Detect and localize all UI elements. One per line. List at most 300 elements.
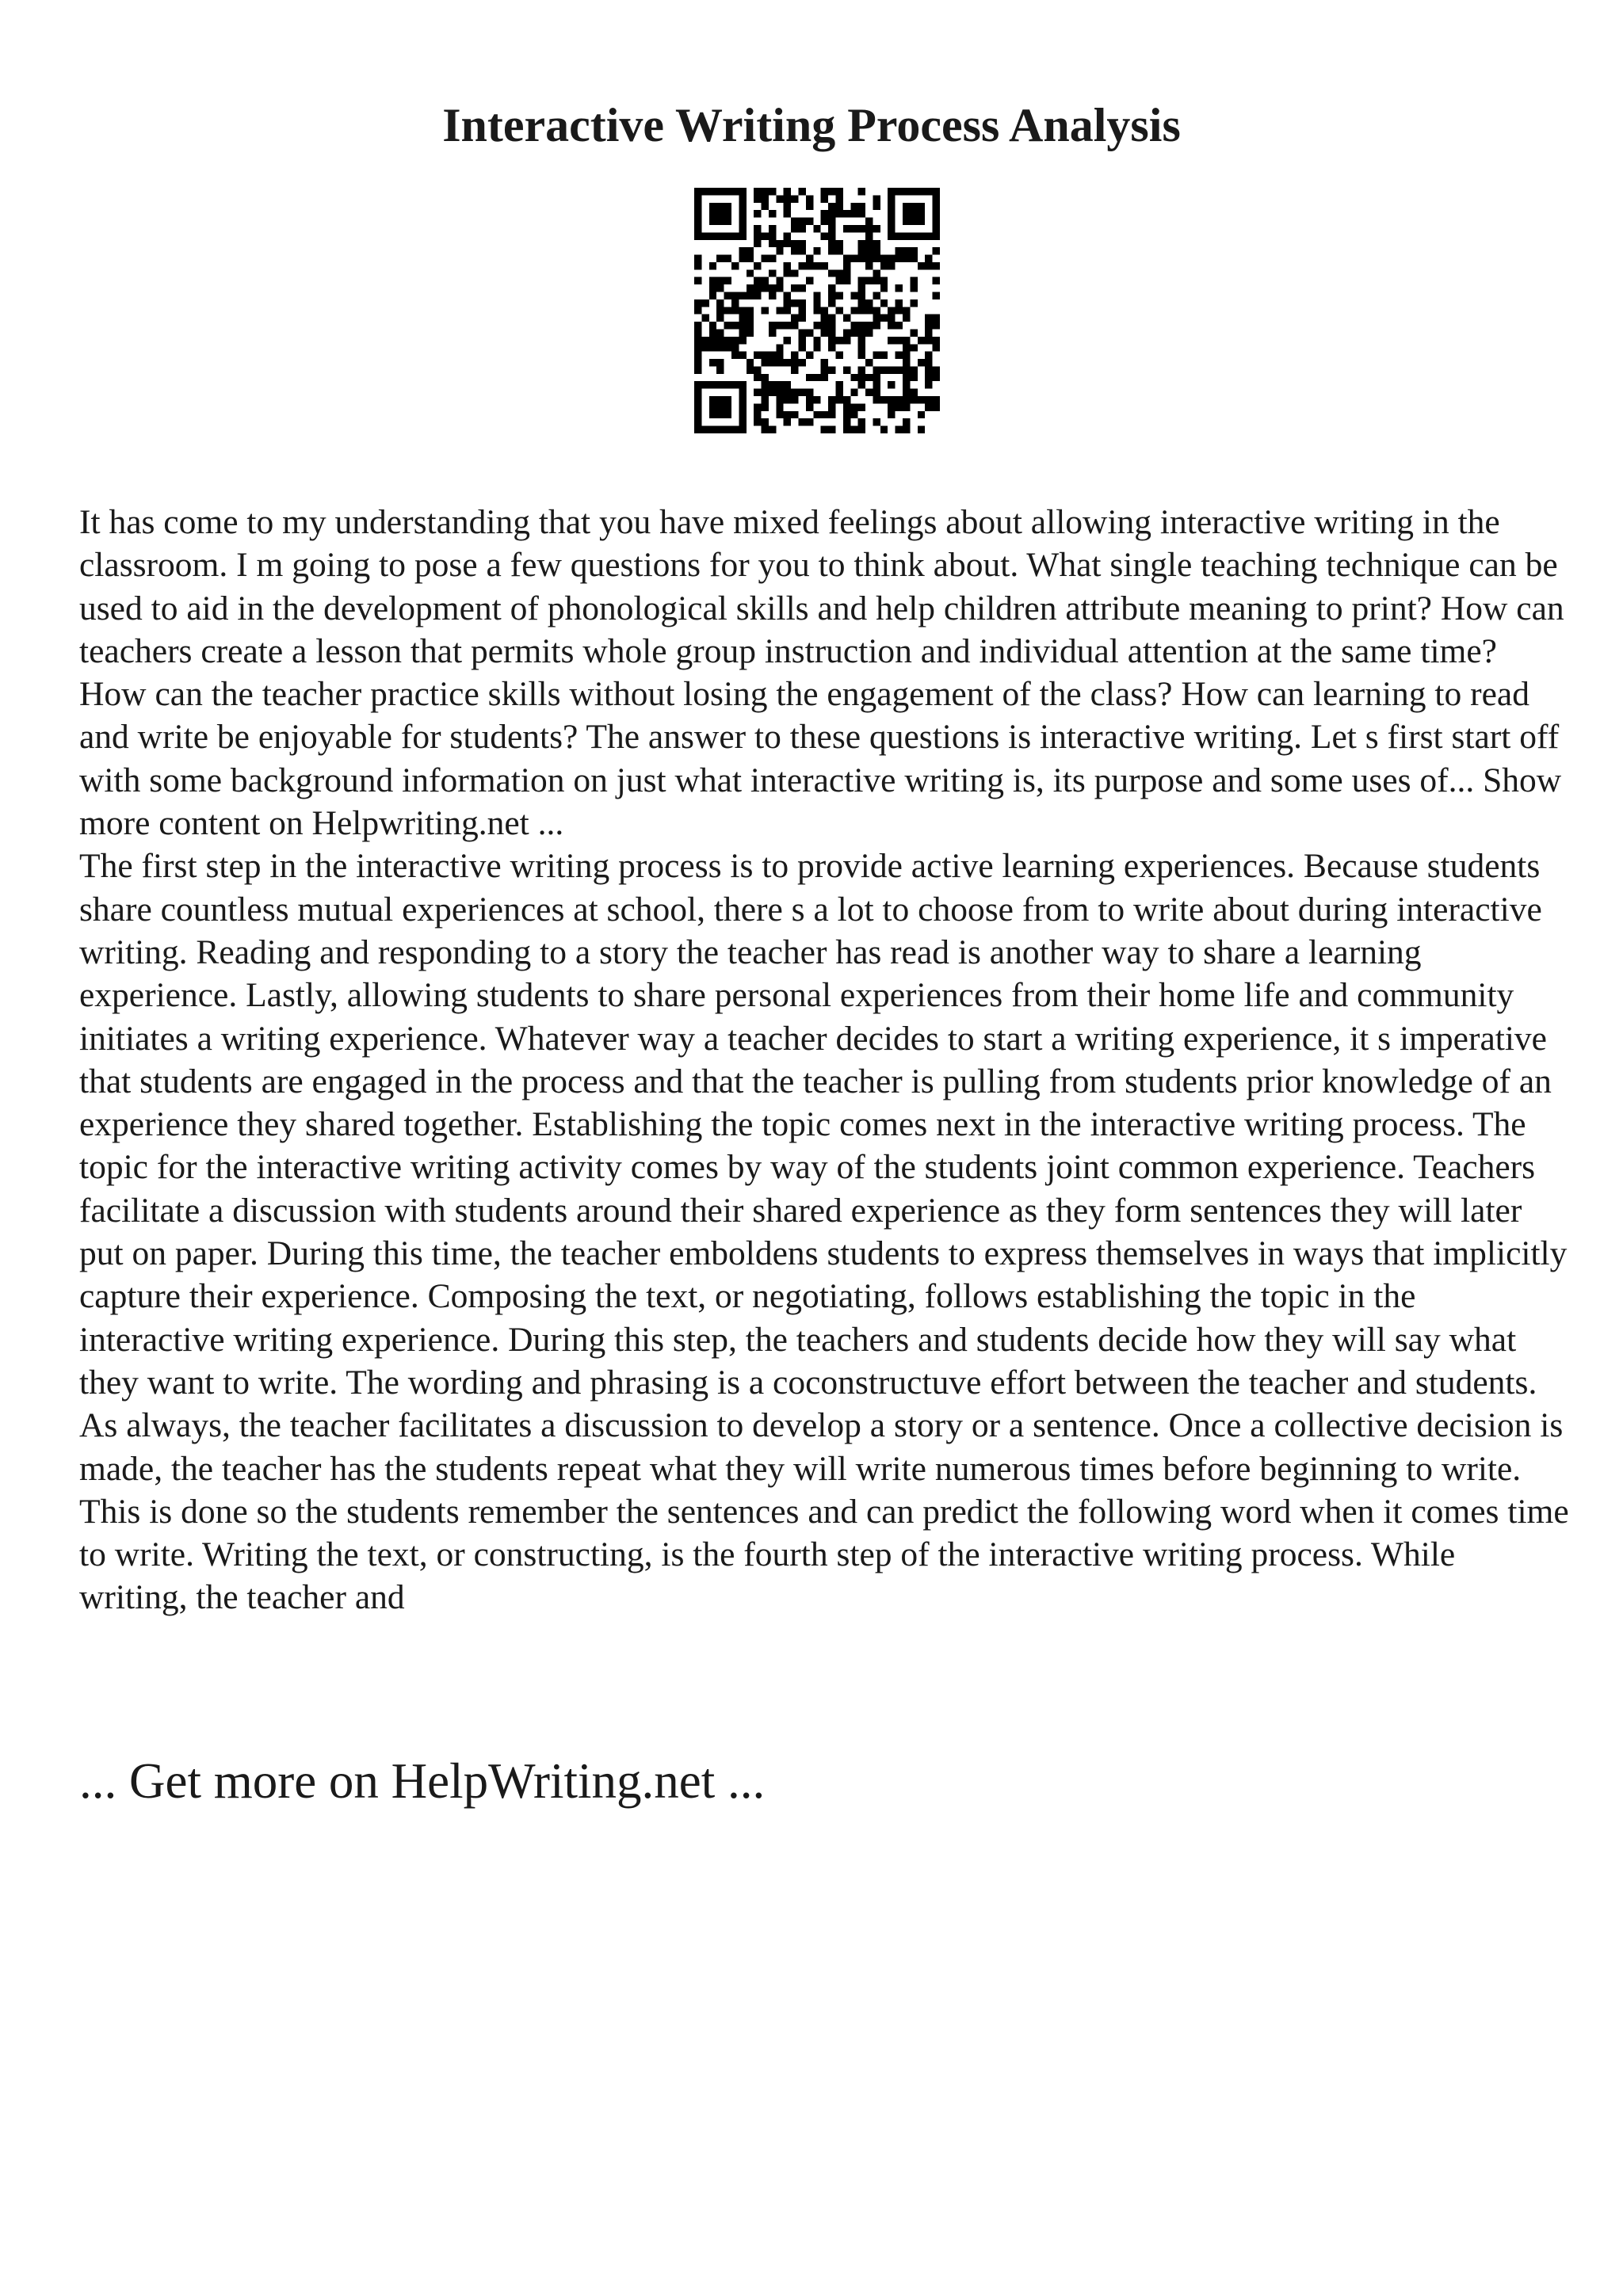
qr-module bbox=[918, 232, 925, 239]
qr-module bbox=[843, 262, 850, 269]
qr-module bbox=[784, 232, 791, 239]
qr-module bbox=[799, 299, 806, 307]
qr-module bbox=[694, 366, 701, 373]
qr-module bbox=[776, 389, 783, 396]
qr-module bbox=[850, 329, 857, 336]
qr-module bbox=[933, 374, 940, 381]
qr-module bbox=[910, 366, 917, 373]
qr-module bbox=[835, 247, 842, 254]
qr-module bbox=[724, 218, 731, 225]
qr-module bbox=[813, 374, 820, 381]
qr-module bbox=[873, 418, 880, 425]
qr-module bbox=[709, 277, 716, 284]
qr-module bbox=[873, 203, 880, 210]
qr-module bbox=[762, 418, 769, 425]
qr-module bbox=[791, 195, 798, 202]
qr-module bbox=[709, 381, 716, 388]
qr-module bbox=[933, 396, 940, 403]
qr-module bbox=[799, 418, 806, 425]
qr-module bbox=[694, 188, 701, 195]
qr-module bbox=[918, 218, 925, 225]
qr-module bbox=[910, 203, 917, 210]
qr-module bbox=[776, 359, 783, 366]
qr-module bbox=[694, 225, 701, 232]
qr-module bbox=[724, 322, 731, 329]
qr-module bbox=[903, 232, 910, 239]
qr-module bbox=[716, 381, 724, 388]
qr-module bbox=[910, 232, 917, 239]
qr-module bbox=[925, 359, 932, 366]
qr-module bbox=[933, 366, 940, 373]
qr-module bbox=[716, 232, 724, 239]
qr-module bbox=[903, 188, 910, 195]
qr-module bbox=[888, 411, 895, 418]
qr-module bbox=[910, 389, 917, 396]
qr-module bbox=[694, 277, 701, 284]
qr-module bbox=[828, 284, 835, 292]
qr-module bbox=[918, 188, 925, 195]
qr-module bbox=[739, 322, 746, 329]
qr-module bbox=[731, 232, 739, 239]
qr-module bbox=[850, 322, 857, 329]
qr-module bbox=[925, 329, 932, 336]
qr-module bbox=[739, 210, 746, 217]
qr-module bbox=[731, 307, 739, 314]
qr-module bbox=[776, 195, 783, 202]
qr-module bbox=[903, 366, 910, 373]
qr-module bbox=[918, 210, 925, 217]
qr-module bbox=[747, 292, 754, 299]
qr-module bbox=[694, 210, 701, 217]
qr-module bbox=[835, 240, 842, 247]
qr-module bbox=[828, 225, 835, 232]
qr-module bbox=[791, 322, 798, 329]
qr-module bbox=[799, 247, 806, 254]
qr-module bbox=[731, 262, 739, 269]
qr-module bbox=[873, 374, 880, 381]
qr-module bbox=[910, 374, 917, 381]
qr-module bbox=[835, 210, 842, 217]
qr-module bbox=[754, 188, 761, 195]
qr-module bbox=[828, 329, 835, 336]
qr-module bbox=[784, 381, 791, 388]
qr-module bbox=[709, 284, 716, 292]
qr-module bbox=[821, 188, 828, 195]
qr-module bbox=[888, 232, 895, 239]
qr-module bbox=[709, 344, 716, 351]
qr-module bbox=[858, 284, 865, 292]
qr-module bbox=[821, 210, 828, 217]
qr-module bbox=[850, 203, 857, 210]
qr-module bbox=[701, 232, 708, 239]
qr-module bbox=[799, 329, 806, 336]
qr-module bbox=[918, 262, 925, 269]
qr-module bbox=[903, 352, 910, 359]
qr-module bbox=[888, 315, 895, 322]
qr-module bbox=[806, 374, 813, 381]
qr-module bbox=[925, 352, 932, 359]
qr-module bbox=[896, 337, 903, 344]
qr-module bbox=[709, 426, 716, 433]
qr-module bbox=[799, 240, 806, 247]
qr-module bbox=[709, 262, 716, 269]
qr-module bbox=[716, 403, 724, 410]
qr-module bbox=[821, 307, 828, 314]
qr-module bbox=[828, 403, 835, 410]
qr-module bbox=[694, 262, 701, 269]
qr-module bbox=[813, 225, 820, 232]
qr-module bbox=[896, 366, 903, 373]
qr-module bbox=[754, 240, 761, 247]
qr-module bbox=[858, 292, 865, 299]
qr-module bbox=[776, 344, 783, 351]
qr-module bbox=[731, 344, 739, 351]
qr-module bbox=[865, 329, 873, 336]
qr-module bbox=[747, 284, 754, 292]
qr-module bbox=[769, 381, 776, 388]
qr-module bbox=[858, 210, 865, 217]
qr-module bbox=[776, 396, 783, 403]
qr-module bbox=[694, 322, 701, 329]
qr-module bbox=[843, 225, 850, 232]
qr-module bbox=[709, 396, 716, 403]
qr-module bbox=[762, 307, 769, 314]
qr-module bbox=[828, 203, 835, 210]
qr-module bbox=[776, 240, 783, 247]
qr-module bbox=[821, 329, 828, 336]
qr-module bbox=[739, 188, 746, 195]
qr-module bbox=[724, 344, 731, 351]
qr-module bbox=[910, 299, 917, 307]
qr-module bbox=[739, 329, 746, 336]
qr-module bbox=[821, 262, 828, 269]
qr-module bbox=[865, 232, 873, 239]
qr-module bbox=[821, 232, 828, 239]
qr-module bbox=[903, 389, 910, 396]
qr-module bbox=[784, 396, 791, 403]
qr-module bbox=[888, 381, 895, 388]
qr-module bbox=[925, 403, 932, 410]
qr-module bbox=[858, 240, 865, 247]
qr-module bbox=[694, 299, 701, 307]
qr-module bbox=[784, 307, 791, 314]
qr-module bbox=[769, 255, 776, 262]
qr-module bbox=[739, 218, 746, 225]
qr-module bbox=[880, 315, 888, 322]
qr-module bbox=[694, 195, 701, 202]
qr-module bbox=[784, 359, 791, 366]
qr-module bbox=[762, 403, 769, 410]
qr-module bbox=[716, 344, 724, 351]
qr-module bbox=[925, 374, 932, 381]
paragraph-intro: It has come to my understanding that you have mixed feelings about allowing interactive writing in the classroom. I m going to pose a few questions for you to think about. What single teaching technique can be used to aid in the development of phonological skills and help children attribute meaning to print? How can teachers create a lesson that permits whole group instruction and individual attention at the same time? How can the teacher practice skills without losing the engagement of the class? How can learning to read and write be enjoyable for students? The answer to these questions is interactive writing. Let s first start off with some background information on just what interactive writing is, its purpose and some uses of... Show more content on Helpwriting.net ... bbox=[79, 503, 1564, 843]
qr-module bbox=[791, 284, 798, 292]
qr-module bbox=[739, 255, 746, 262]
qr-module bbox=[835, 195, 842, 202]
qr-module bbox=[791, 218, 798, 225]
qr-module bbox=[910, 284, 917, 292]
qr-module bbox=[806, 352, 813, 359]
qr-module bbox=[694, 389, 701, 396]
qr-module bbox=[903, 255, 910, 262]
qr-module bbox=[880, 396, 888, 403]
qr-module bbox=[754, 418, 761, 425]
qr-module bbox=[709, 411, 716, 418]
qr-module bbox=[747, 329, 754, 336]
qr-module bbox=[724, 411, 731, 418]
qr-module bbox=[933, 403, 940, 410]
qr-module bbox=[865, 225, 873, 232]
qr-module bbox=[910, 396, 917, 403]
qr-module bbox=[754, 374, 761, 381]
qr-module bbox=[791, 359, 798, 366]
qr-module bbox=[769, 352, 776, 359]
qr-module bbox=[813, 247, 820, 254]
qr-module bbox=[850, 255, 857, 262]
qr-module bbox=[754, 210, 761, 217]
qr-module bbox=[858, 307, 865, 314]
qr-module bbox=[896, 188, 903, 195]
qr-module bbox=[813, 262, 820, 269]
qr-module bbox=[903, 418, 910, 425]
qr-module bbox=[925, 366, 932, 373]
qr-module bbox=[835, 277, 842, 284]
qr-module bbox=[813, 322, 820, 329]
qr-module bbox=[806, 255, 813, 262]
qr-module bbox=[843, 411, 850, 418]
qr-module bbox=[903, 218, 910, 225]
qr-module bbox=[850, 292, 857, 299]
qr-module bbox=[843, 418, 850, 425]
qr-module bbox=[903, 307, 910, 314]
qr-module bbox=[888, 307, 895, 314]
qr-module bbox=[843, 337, 850, 344]
qr-module bbox=[747, 255, 754, 262]
qr-module bbox=[694, 359, 701, 366]
qr-module bbox=[731, 322, 739, 329]
qr-module bbox=[739, 426, 746, 433]
qr-module bbox=[769, 426, 776, 433]
qr-module bbox=[791, 352, 798, 359]
qr-module bbox=[873, 247, 880, 254]
qr-module bbox=[716, 203, 724, 210]
qr-module bbox=[731, 381, 739, 388]
qr-module bbox=[925, 322, 932, 329]
qr-module bbox=[821, 411, 828, 418]
qr-module bbox=[716, 315, 724, 322]
qr-module bbox=[896, 322, 903, 329]
qr-module bbox=[828, 411, 835, 418]
qr-module bbox=[813, 337, 820, 344]
qr-module bbox=[918, 411, 925, 418]
qr-module bbox=[821, 426, 828, 433]
qr-module bbox=[724, 188, 731, 195]
qr-module bbox=[865, 389, 873, 396]
qr-module bbox=[754, 352, 761, 359]
qr-module bbox=[828, 210, 835, 217]
qr-module bbox=[724, 210, 731, 217]
qr-module bbox=[903, 247, 910, 254]
qr-module bbox=[762, 232, 769, 239]
qr-module bbox=[843, 366, 850, 373]
qr-module bbox=[858, 337, 865, 344]
qr-module bbox=[739, 315, 746, 322]
qr-module bbox=[784, 292, 791, 299]
qr-module bbox=[769, 188, 776, 195]
qr-module bbox=[850, 210, 857, 217]
qr-module bbox=[694, 418, 701, 425]
qr-module bbox=[776, 322, 783, 329]
qr-module bbox=[709, 403, 716, 410]
qr-module bbox=[873, 389, 880, 396]
qr-module bbox=[873, 195, 880, 202]
qr-module bbox=[784, 337, 791, 344]
qr-module bbox=[880, 366, 888, 373]
qr-module bbox=[880, 262, 888, 269]
qr-module bbox=[850, 374, 857, 381]
qr-module bbox=[754, 225, 761, 232]
qr-module bbox=[813, 307, 820, 314]
qr-module bbox=[888, 366, 895, 373]
qr-module bbox=[716, 210, 724, 217]
qr-module bbox=[806, 262, 813, 269]
qr-module bbox=[903, 344, 910, 351]
qr-module bbox=[896, 396, 903, 403]
qr-module bbox=[716, 337, 724, 344]
qr-module bbox=[933, 292, 940, 299]
qr-module bbox=[828, 337, 835, 344]
qr-code-icon[interactable] bbox=[694, 188, 940, 433]
qr-module bbox=[828, 232, 835, 239]
qr-module bbox=[716, 307, 724, 314]
qr-module bbox=[799, 262, 806, 269]
qr-module bbox=[835, 337, 842, 344]
qr-module bbox=[716, 426, 724, 433]
qr-module bbox=[880, 299, 888, 307]
qr-module bbox=[813, 411, 820, 418]
qr-module bbox=[933, 210, 940, 217]
qr-module bbox=[858, 322, 865, 329]
qr-module bbox=[791, 269, 798, 277]
qr-module bbox=[762, 396, 769, 403]
qr-module bbox=[739, 337, 746, 344]
qr-module bbox=[799, 359, 806, 366]
qr-module bbox=[910, 255, 917, 262]
qr-module bbox=[799, 337, 806, 344]
qr-module bbox=[888, 195, 895, 202]
qr-module bbox=[769, 359, 776, 366]
qr-module bbox=[858, 366, 865, 373]
qr-module bbox=[865, 307, 873, 314]
qr-module bbox=[858, 299, 865, 307]
qr-module bbox=[769, 225, 776, 232]
qr-module bbox=[865, 255, 873, 262]
qr-module bbox=[747, 315, 754, 322]
qr-module bbox=[806, 203, 813, 210]
qr-module bbox=[925, 337, 932, 344]
qr-module bbox=[933, 337, 940, 344]
qr-module bbox=[850, 411, 857, 418]
qr-module bbox=[925, 232, 932, 239]
qr-module bbox=[769, 232, 776, 239]
qr-module bbox=[716, 218, 724, 225]
qr-module bbox=[694, 218, 701, 225]
get-more-link[interactable]: ... Get more on HelpWriting.net ... bbox=[79, 1753, 766, 1809]
qr-module bbox=[843, 403, 850, 410]
qr-module bbox=[739, 381, 746, 388]
qr-module bbox=[694, 352, 701, 359]
qr-module bbox=[784, 262, 791, 269]
qr-module bbox=[888, 403, 895, 410]
qr-module bbox=[821, 322, 828, 329]
qr-module bbox=[784, 299, 791, 307]
qr-module bbox=[873, 277, 880, 284]
qr-module bbox=[925, 255, 932, 262]
qr-module bbox=[739, 232, 746, 239]
qr-module bbox=[806, 403, 813, 410]
qr-module bbox=[880, 352, 888, 359]
qr-module bbox=[776, 352, 783, 359]
qr-module bbox=[888, 262, 895, 269]
qr-module bbox=[828, 315, 835, 322]
qr-module bbox=[896, 284, 903, 292]
qr-module bbox=[880, 426, 888, 433]
qr-module bbox=[850, 403, 857, 410]
qr-module bbox=[754, 292, 761, 299]
qr-module bbox=[896, 403, 903, 410]
qr-module bbox=[865, 322, 873, 329]
paragraph-steps: The first step in the interactive writing process is to provide active learning experiences. Because students share countless mutual experiences at school, there s a lot to choose from to write about during interactive writing. Reading and responding to a story the teacher has read is another way to share a learning experience. Lastly, allowing students to share personal experiences from their home life and community initiates a writing experience. Whatever way a teacher decides to start a writing experience, it s imperative that students are engaged in the process and that the teacher is pulling from students prior knowledge of an experience they shared together. Establishing the topic comes next in the interactive writing process. The topic for the interactive writing activity comes by way of the students joint common experience. Teachers facilitate a discussion with students around their shared experience as they form sentences they will later put on paper. During this time, the teacher emboldens students to express themselves in ways that implicitly capture their experience. Composing the text, or negotiating, follows establishing the topic in the interactive writing experience. During this step, the teachers and students decide how they will say what they want to write. The wording and phrasing is a coconstructuve effort between the teacher and students. As always, the teacher facilitates a discussion to develop a story or a sentence. Once a collective decision is made, the teacher has the students repeat what they will write numerous times before beginning to write. This is done so the students remember the sentences and can predict the following word when it comes time to write. Writing the text, or constructing, is the fourth step of the interactive writing process. While writing, the teacher and bbox=[79, 847, 1569, 1617]
qr-module bbox=[701, 426, 708, 433]
qr-module bbox=[724, 307, 731, 314]
qr-module bbox=[709, 337, 716, 344]
qr-module bbox=[806, 277, 813, 284]
qr-module bbox=[821, 374, 828, 381]
qr-module bbox=[858, 225, 865, 232]
qr-module bbox=[762, 359, 769, 366]
qr-module bbox=[835, 188, 842, 195]
qr-module bbox=[933, 188, 940, 195]
qr-module bbox=[858, 344, 865, 351]
qr-module bbox=[754, 411, 761, 418]
qr-module bbox=[747, 247, 754, 254]
qr-module bbox=[925, 396, 932, 403]
qr-module bbox=[791, 315, 798, 322]
qr-module bbox=[888, 337, 895, 344]
qr-module bbox=[933, 232, 940, 239]
qr-module bbox=[873, 396, 880, 403]
qr-module bbox=[731, 337, 739, 344]
qr-module bbox=[701, 337, 708, 344]
qr-module bbox=[873, 366, 880, 373]
qr-module bbox=[903, 210, 910, 217]
qr-module bbox=[888, 218, 895, 225]
qr-module bbox=[694, 411, 701, 418]
qr-module bbox=[776, 411, 783, 418]
qr-module bbox=[791, 366, 798, 373]
qr-module bbox=[888, 255, 895, 262]
qr-module bbox=[850, 307, 857, 314]
qr-module bbox=[858, 403, 865, 410]
qr-module bbox=[835, 352, 842, 359]
qr-module bbox=[873, 381, 880, 388]
qr-module bbox=[731, 426, 739, 433]
qr-module bbox=[739, 403, 746, 410]
qr-module bbox=[769, 240, 776, 247]
qr-module bbox=[828, 292, 835, 299]
qr-module bbox=[754, 262, 761, 269]
qr-module bbox=[799, 225, 806, 232]
